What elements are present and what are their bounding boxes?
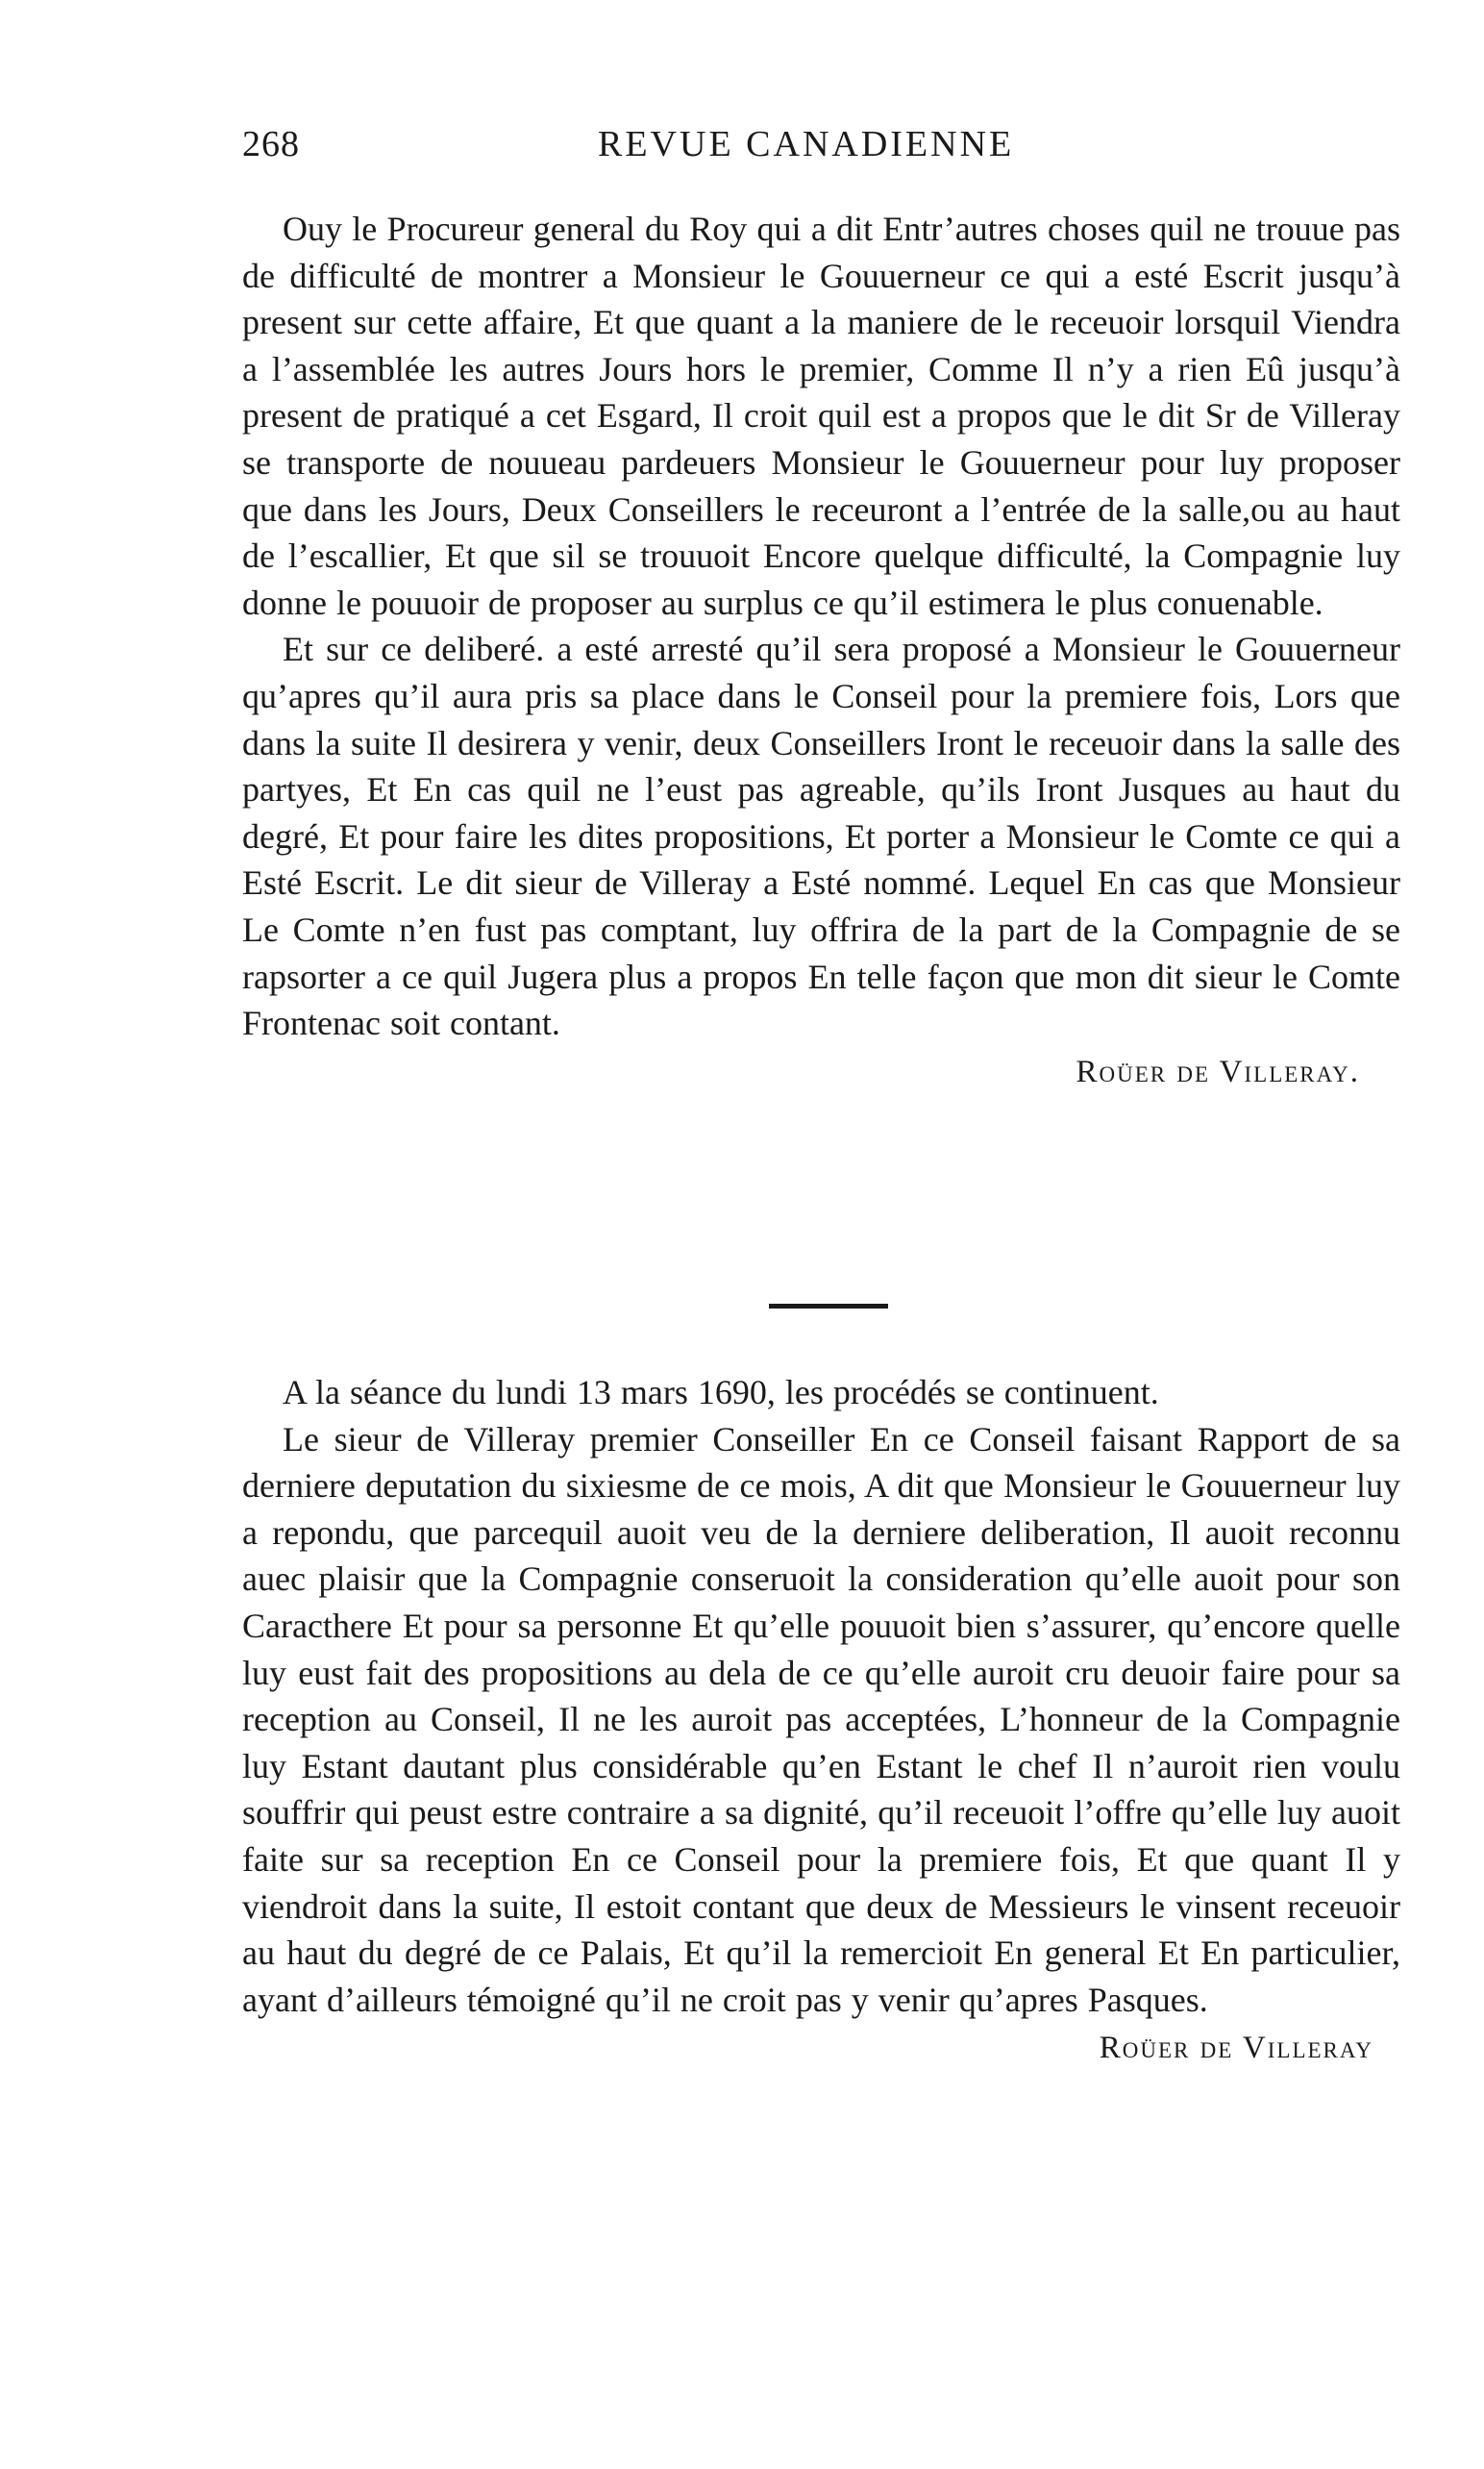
paragraph: A la séance du lundi 13 mars 1690, les procédés se continuent. xyxy=(283,1373,1159,1411)
page-number: 268 xyxy=(242,124,300,164)
section-divider xyxy=(769,1304,888,1309)
signature: Roüer de Villeray. xyxy=(1076,1054,1360,1089)
paragraph: Et sur ce deliberé. a esté arresté qu’il sera proposé a Monsieur le Gouuerneur qu’apres qu’il aura pris sa place dans le Conseil pour la premiere fois, Lors que dans la suite Il desirera y venir, deux Conseillers Iront le receuoir dans la salle des partyes, Et En cas quil ne l’eust pas agreable, qu’ils Iront Jusques au haut du degré, Et pour faire les dites propositions, Et porter a Monsieur le Comte ce qui a Esté Escrit. Le dit sieur de Villeray a Esté nommé. Lequel En cas que Monsieur Le Comte n’en fust pas comptant, luy offrira de la part de la Compagnie de se rapsorter a ce quil Jugera plus a propos En telle façon que mon dit sieur le Comte Frontenac soit contant. xyxy=(242,630,1400,1043)
paragraph: Le sieur de Villeray premier Conseiller En ce Conseil faisant Rapport de sa derniere deputation du sixiesme de ce mois, A dit que Monsieur le Gouuerneur luy a repondu, que parcequil auoit veu de la derniere deliberation, Il auoit reconnu auec plaisir que la Compagnie conseruoit la consideration qu’elle auoit pour son Caracthere Et pour sa personne Et qu’elle pouuoit bien s’assurer, qu’encore quelle luy eust fait des propositions au dela de ce qu’elle auroit cru deuoir faire pour sa reception au Conseil, Il ne les auroit pas acceptées, L’honneur de la Compagnie luy Estant dautant plus considérable qu’en Estant le chef Il n’auroit rien voulu souffrir qui peust estre contraire a sa dignité, qu’il receuoit l’offre qu’elle luy auoit faite sur sa reception En ce Conseil pour la premiere fois, Et que quant Il y viendroit dans la suite, Il estoit contant que deux de Messieurs le vinsent receuoir au haut du degré de ce Palais, Et qu’il la remercioit En general Et En particulier, ayant d’ailleurs témoigné qu’il ne croit pas y venir qu’apres Pasques. xyxy=(242,1419,1400,2019)
section-2 xyxy=(242,1369,1400,2073)
running-head: REVUE CANADIENNE xyxy=(598,124,1015,164)
section-1 xyxy=(242,206,1400,1097)
signature: Roüer de Villeray xyxy=(1099,2031,1373,2066)
page-header xyxy=(242,123,1348,177)
paragraph: Ouy le Procureur general du Roy qui a dit Entr’autres choses quil ne trouue pas de difficulté de montrer a Monsieur le Gouuerneur ce qui a esté Escrit jusqu’à present sur cette affaire, Et que quant a la maniere de le receuoir lorsquil Viendra a l’assemblée les autres Jours hors le premier, Comme Il n’y a rien Eû jusqu’à present de pratiqué a cet Esgard, Il croit quil est a propos que le dit Sr de Villeray se transporte de nouueau pardeuers Monsieur le Gouuerneur pour luy proposer que dans les Jours, Deux Conseillers le receuront a l’entrée de la salle,ou au haut de l’escallier, Et que sil se trouuoit Encore quelque difficulté, la Compagnie luy donne le pouuoir de proposer au surplus ce qu’il estimera le plus conuenable. xyxy=(242,210,1400,622)
